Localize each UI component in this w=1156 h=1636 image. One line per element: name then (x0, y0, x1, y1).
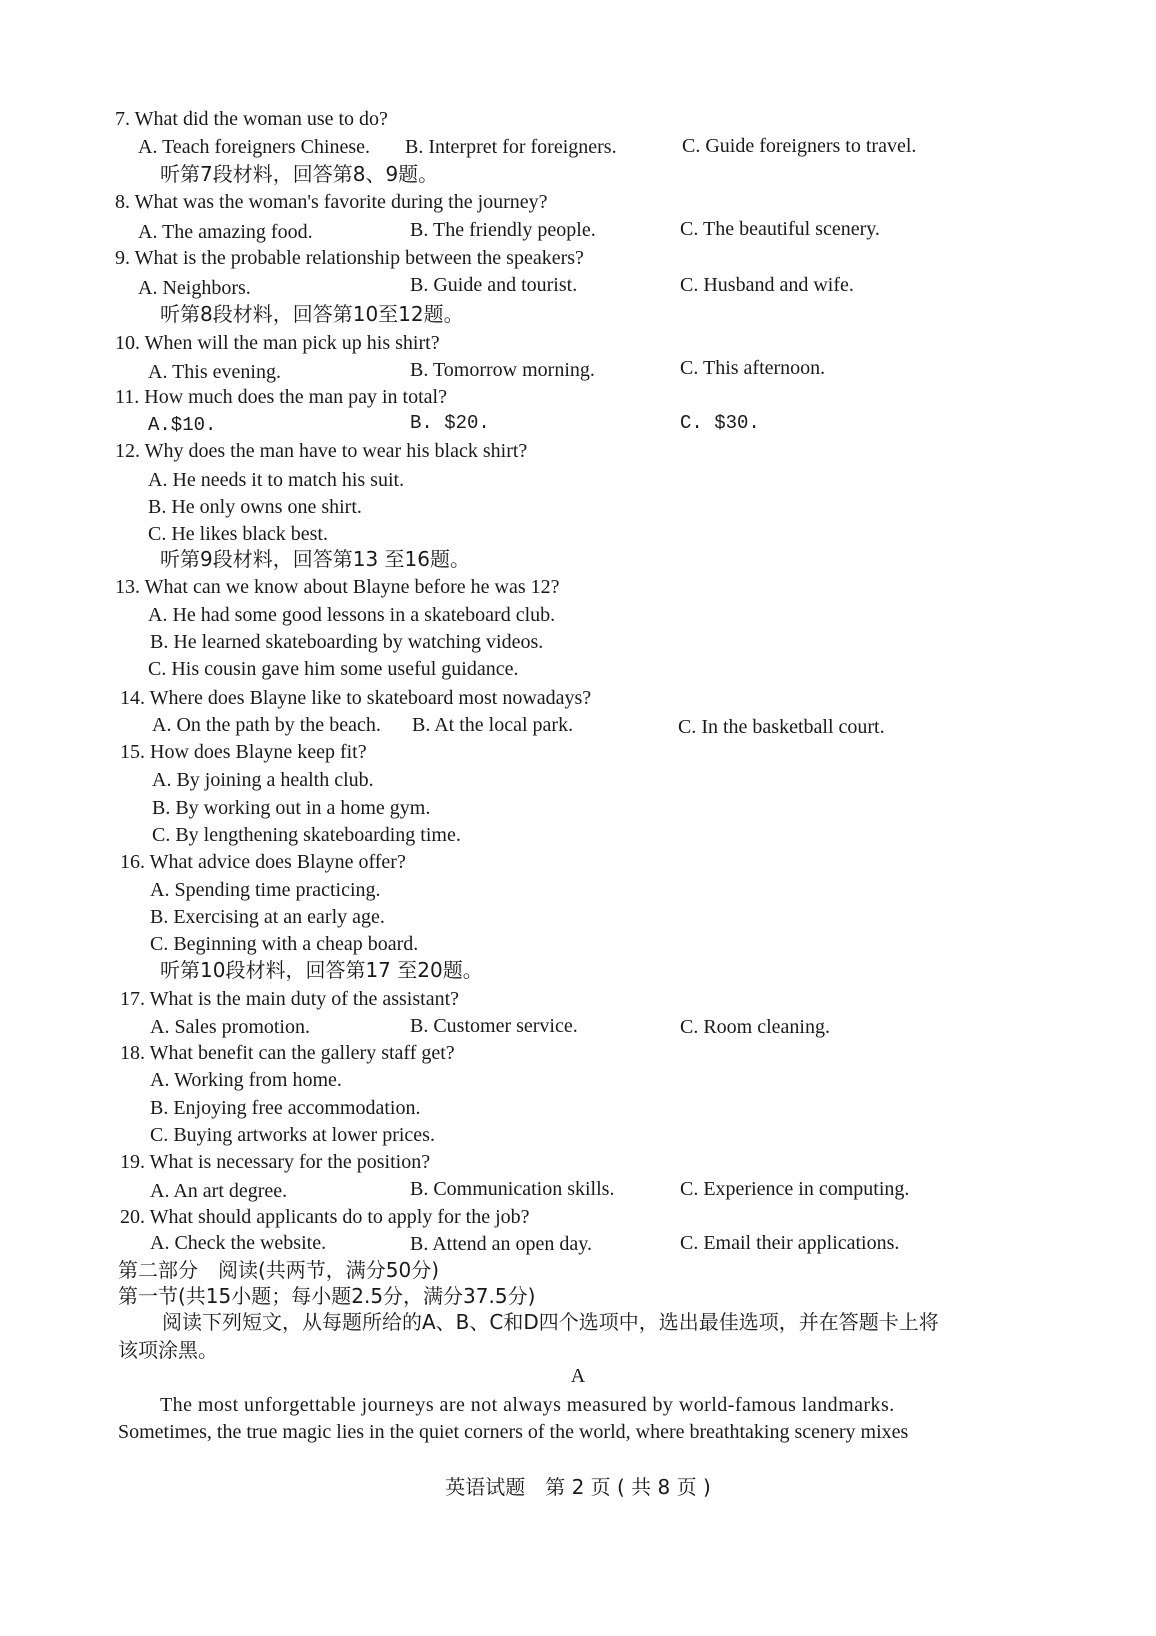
q9-option-b: B. Guide and tourist. (410, 274, 578, 296)
directions-line-1: 阅读下列短文，从每题所给的A、B、C和D四个选项中，选出最佳选项，并在答题卡上将 (162, 1310, 939, 1334)
q17-option-a: A. Sales promotion. (150, 1016, 310, 1038)
page-footer: 英语试题 第 2 页 ( 共 8 页 ) (445, 1475, 711, 1499)
q18-option-a: A. Working from home. (150, 1069, 342, 1091)
question-20: 20. What should applicants do to apply for the job? (120, 1206, 530, 1228)
q14-option-c: C. In the basketball court. (678, 716, 885, 738)
section1-title: 第一节(共15小题；每小题2.5分，满分37.5分) (118, 1284, 536, 1308)
q11-option-a: A.$10. (148, 414, 217, 436)
q15-option-b: B. By working out in a home gym. (152, 797, 431, 819)
q16-option-a: A. Spending time practicing. (150, 879, 381, 901)
passage-line-1: The most unforgettable journeys are not always measured by world-famous landmarks. (160, 1394, 895, 1416)
q15-option-a: A. By joining a health club. (152, 769, 374, 791)
q19-option-c: C. Experience in computing. (680, 1178, 910, 1200)
q16-option-b: B. Exercising at an early age. (150, 906, 385, 928)
q13-option-b: B. He learned skateboarding by watching videos. (150, 631, 544, 653)
q13-option-a: A. He had some good lessons in a skateboard club. (148, 604, 556, 626)
q18-option-c: C. Buying artworks at lower prices. (150, 1124, 435, 1146)
q11-option-b: B. $20. (410, 412, 490, 434)
q17-option-c: C. Room cleaning. (680, 1016, 830, 1038)
question-13: 13. What can we know about Blayne before he was 12? (115, 576, 560, 598)
question-19: 19. What is necessary for the position? (120, 1151, 431, 1173)
directions-line-2: 该项涂黑。 (118, 1338, 218, 1362)
question-16: 16. What advice does Blayne offer? (120, 851, 406, 873)
q14-option-a: A. On the path by the beach. (152, 714, 381, 736)
q19-option-a: A. An art degree. (150, 1180, 288, 1202)
passage-line-2: Sometimes, the true magic lies in the quiet corners of the world, where breathtaking scenery mixes (118, 1421, 909, 1443)
q8-option-a: A. The amazing food. (138, 221, 313, 243)
instruction-seg7: 听第7段材料，回答第8、9题。 (160, 162, 439, 186)
q9-option-a: A. Neighbors. (138, 277, 251, 299)
question-18: 18. What benefit can the gallery staff get? (120, 1042, 455, 1064)
instruction-seg9: 听第9段材料，回答第13 至16题。 (160, 547, 470, 571)
q17-option-b: B. Customer service. (410, 1015, 578, 1037)
instruction-seg8: 听第8段材料，回答第10至12题。 (160, 302, 464, 326)
question-7: 7. What did the woman use to do? (115, 108, 388, 130)
q8-option-c: C. The beautiful scenery. (680, 218, 880, 240)
instruction-seg10: 听第10段材料，回答第17 至20题。 (160, 958, 483, 982)
q20-option-b: B. Attend an open day. (410, 1233, 593, 1255)
q11-option-c: C. $30. (680, 412, 760, 434)
q10-option-a: A. This evening. (148, 361, 281, 383)
question-17: 17. What is the main duty of the assistant? (120, 988, 460, 1010)
q14-option-b: B. At the local park. (412, 714, 574, 736)
q8-option-b: B. The friendly people. (410, 219, 596, 241)
q18-option-b: B. Enjoying free accommodation. (150, 1097, 421, 1119)
q10-option-c: C. This afternoon. (680, 357, 826, 379)
q20-option-c: C. Email their applications. (680, 1232, 900, 1254)
q13-option-c: C. His cousin gave him some useful guidance. (148, 658, 519, 680)
question-14: 14. Where does Blayne like to skateboard most nowadays? (120, 687, 592, 709)
question-12: 12. Why does the man have to wear his black shirt? (115, 440, 528, 462)
q15-option-c: C. By lengthening skateboarding time. (152, 824, 461, 846)
part2-title: 第二部分 阅读(共两节，满分50分) (118, 1258, 440, 1282)
question-9: 9. What is the probable relationship between the speakers? (115, 247, 584, 269)
q16-option-c: C. Beginning with a cheap board. (150, 933, 419, 955)
passage-label: A (570, 1365, 586, 1387)
q9-option-c: C. Husband and wife. (680, 274, 854, 296)
q12-option-c: C. He likes black best. (148, 523, 328, 545)
q20-option-a: A. Check the website. (150, 1232, 327, 1254)
q7-option-c: C. Guide foreigners to travel. (682, 135, 917, 157)
q10-option-b: B. Tomorrow morning. (410, 359, 595, 381)
q7-option-b: B. Interpret for foreigners. (405, 136, 617, 158)
q7-option-a: A. Teach foreigners Chinese. (138, 136, 371, 158)
q19-option-b: B. Communication skills. (410, 1178, 615, 1200)
question-11: 11. How much does the man pay in total? (115, 386, 447, 408)
question-15: 15. How does Blayne keep fit? (120, 741, 367, 763)
question-10: 10. When will the man pick up his shirt? (115, 332, 440, 354)
q12-option-b: B. He only owns one shirt. (148, 496, 362, 518)
question-8: 8. What was the woman's favorite during the journey? (115, 191, 548, 213)
q12-option-a: A. He needs it to match his suit. (148, 469, 405, 491)
